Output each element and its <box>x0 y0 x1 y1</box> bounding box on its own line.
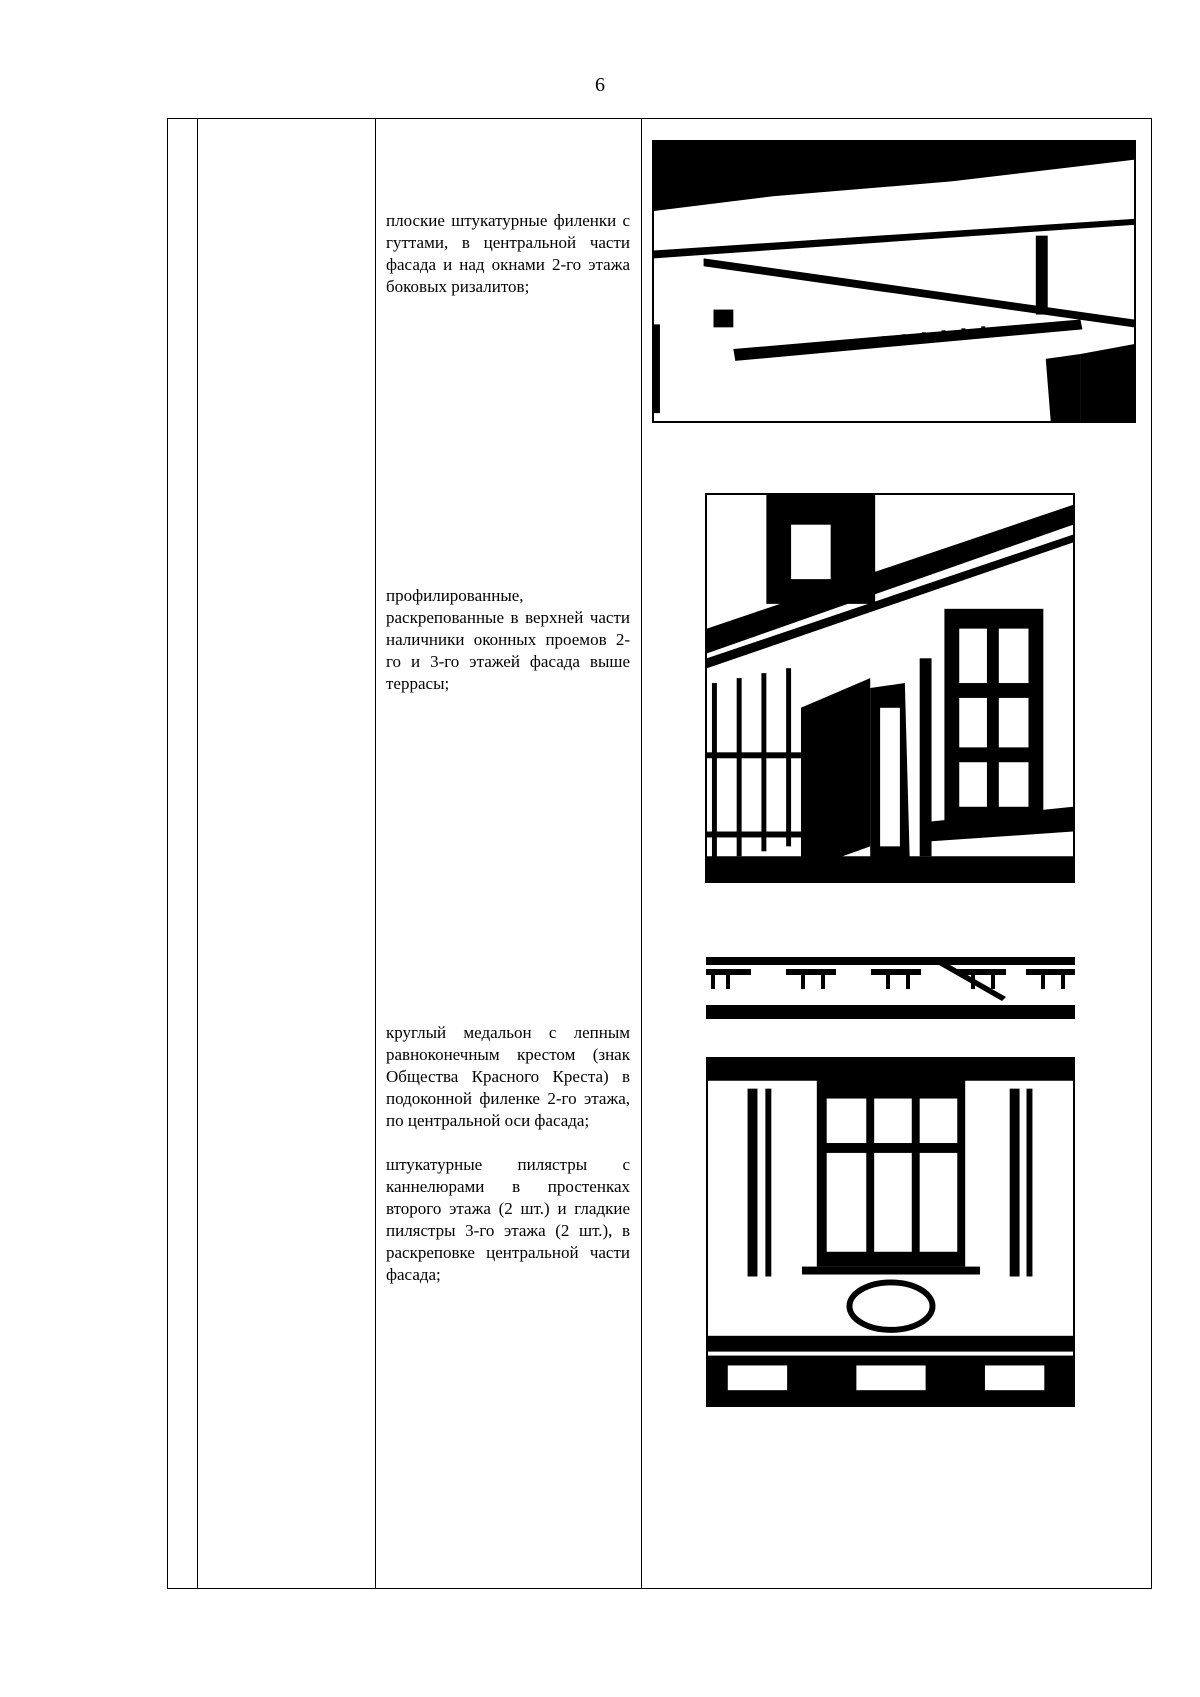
photo-medallion-pilasters <box>706 1057 1075 1407</box>
photo-cornice-fragment <box>706 957 1075 1027</box>
description-paragraph: профилированные, раскрепованные в верхней части наличники оконных проемов 2-го и 3-го этажей фасада выше террасы; <box>386 586 630 693</box>
description-window-surrounds <box>386 585 630 695</box>
description-paragraph: круглый медальон с лепным равноконечным крестом (знак Общества Красного Креста) в подоконной филенке 2-го этажа, по центральной оси фасада; <box>386 1023 630 1130</box>
photo-window-surrounds <box>705 493 1075 883</box>
photo-plaster-panels <box>652 140 1136 423</box>
description-medallion-pilasters <box>386 1022 630 1286</box>
description-paragraph: плоские штукатурные филенки с гуттами, в центральной части фасада и над окнами 2-го этажа боковых ризалитов; <box>386 211 630 296</box>
column-divider-1 <box>197 118 198 1589</box>
column-divider-2 <box>375 118 376 1589</box>
description-flat-panels <box>386 210 630 298</box>
description-paragraph: штукатурные пилястры с каннелюрами в простенках второго этажа (2 шт.) и гладкие пилястры 3-го этажа (2 шт.), в раскреповке центральной части фасада; <box>386 1155 630 1284</box>
column-divider-3 <box>641 118 642 1589</box>
page-number: 6 <box>595 74 605 96</box>
